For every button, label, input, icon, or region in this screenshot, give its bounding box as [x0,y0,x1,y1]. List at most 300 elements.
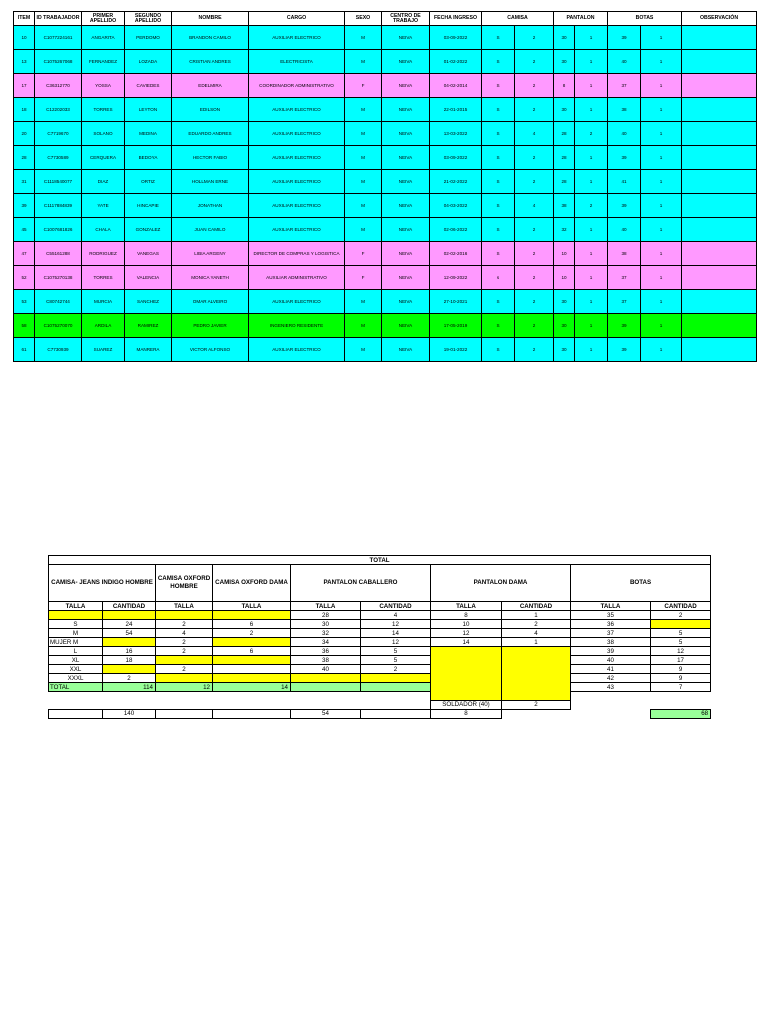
soldador-label: SOLDADOR (40) [431,700,502,709]
blank-cell [103,700,156,709]
header-sexo: SEXO [345,12,382,26]
cell-camisa-talla: S [482,146,515,170]
cell-observacion [682,98,757,122]
cell-nombre: HECTOR FABIO [172,146,249,170]
total-oxford-hombre: 12 [156,683,213,692]
jeans-talla: L [49,647,103,656]
pantalon-caballero-talla: 40 [291,665,361,674]
cell-cargo: COORDINADOR ADMINISTRATIVO [249,74,345,98]
cell-camisa-cantidad: 2 [515,266,554,290]
cell-nombre: LIBIA ARGENY [172,242,249,266]
jeans-cantidad: 2 [103,674,156,683]
cell-botas-cantidad: 1 [641,50,682,74]
cell-cargo: AUXILIAR ELECTRICO [249,98,345,122]
cell-observacion [682,170,757,194]
cell-fecha-ingreso: 02-02-2016 [430,242,482,266]
blank-cell [571,692,651,701]
oxford-hombre-cantidad: 2 [156,620,213,629]
cell-sexo: F [345,266,382,290]
cell-camisa-cantidad: 2 [515,26,554,50]
cell-fecha-ingreso: 13-03-2022 [430,122,482,146]
cell-camisa-cantidad: 2 [515,290,554,314]
cell-item: 52 [14,266,35,290]
cell-camisa-cantidad: 2 [515,146,554,170]
blank-cell [651,692,711,701]
cell-item: 58 [14,314,35,338]
cell-centro-trabajo: NEIVA [382,50,430,74]
cell-nombre: EDELMIRA [172,74,249,98]
cell-botas-talla: 39 [608,26,641,50]
botas-talla: 43 [571,683,651,692]
cell-id-trabajador: C1075270070 [35,314,82,338]
totals-blank-row [49,692,711,701]
cell-pantalon-cantidad: 1 [575,218,608,242]
cell-cargo: AUXILIAR ELECTRICO [249,218,345,242]
cell-item: 39 [14,194,35,218]
pantalon-dama-talla: 12 [431,629,502,638]
soldador-value: 2 [502,700,571,709]
cell-item: 18 [14,98,35,122]
cell-sexo: F [345,242,382,266]
cell-id-trabajador: C55161288 [35,242,82,266]
jeans-talla: M [49,629,103,638]
pantalon-dama-cantidad: 2 [502,620,571,629]
cell-pantalon-cantidad: 1 [575,98,608,122]
cell-botas-cantidad: 1 [641,290,682,314]
cell-fecha-ingreso: 12-09-2022 [430,266,482,290]
group-camisa-jeans: CAMISA- JEANS INDIGO HOMBRE [49,565,156,602]
cell-observacion [682,74,757,98]
cell-camisa-talla: S [482,194,515,218]
cell-nombre: MONICA YANETH [172,266,249,290]
cell-camisa-talla: S [482,50,515,74]
pantalon-dama-cantidad: 4 [502,629,571,638]
employee-row [14,122,757,146]
pantalon-caballero-talla: 34 [291,638,361,647]
pantalon-caballero-cantidad [361,674,431,683]
botas-cantidad: 2 [651,611,711,620]
cell-id-trabajador: C7730939 [35,338,82,362]
cell-fecha-ingreso: 21-02-2022 [430,170,482,194]
sub-talla: TALLA [571,602,651,611]
cell-camisa-talla: s [482,266,515,290]
cell-botas-cantidad: 1 [641,98,682,122]
cell-segundo-apellido: VALENCIA [125,266,172,290]
grand-jeans: 140 [103,709,156,718]
header-fecha: FECHA INGRESO [430,12,482,26]
botas-talla: 35 [571,611,651,620]
cell-cargo: AUXILIAR ELECTRICO [249,170,345,194]
cell-centro-trabajo: NEIVA [382,146,430,170]
pantalon-dama-cantidad-empty [502,647,571,701]
cell-primer-apellido: ANGARITA [82,26,125,50]
oxford-hombre-cantidad: 2 [156,638,213,647]
header-camisa: CAMISA [482,12,554,26]
cell-pantalon-cantidad: 1 [575,50,608,74]
cell-id-trabajador: C7719670 [35,122,82,146]
botas-talla: 41 [571,665,651,674]
cell-pantalon-talla: 30 [554,50,575,74]
cell-primer-apellido: YATE [82,194,125,218]
grand-pantalon-dama: 8 [431,709,502,718]
cell-botas-talla: 39 [608,194,641,218]
cell-camisa-cantidad: 2 [515,98,554,122]
header-botas: BOTAS [608,12,682,26]
cell-segundo-apellido: RAMIREZ [125,314,172,338]
cell-id-trabajador: C1007681826 [35,218,82,242]
cell-pantalon-cantidad: 1 [575,338,608,362]
cell-pantalon-cantidad: 1 [575,314,608,338]
cell-segundo-apellido: VANEGAS [125,242,172,266]
cell-cargo: AUXILIAR ADMINISTRATIVO [249,266,345,290]
jeans-cantidad: 18 [103,656,156,665]
cell-nombre: JONATHAN [172,194,249,218]
cell-centro-trabajo: NEIVA [382,170,430,194]
cell-botas-cantidad: 1 [641,74,682,98]
cell-botas-talla: 40 [608,218,641,242]
pantalon-caballero-talla: 32 [291,629,361,638]
cell-nombre: PEDRO JAVIER [172,314,249,338]
cell-observacion [682,338,757,362]
cell-botas-talla: 37 [608,290,641,314]
cell-primer-apellido: CHALA [82,218,125,242]
cell-nombre: HOLLMAN ERNE [172,170,249,194]
cell-centro-trabajo: NEIVA [382,26,430,50]
cell-centro-trabajo: NEIVA [382,122,430,146]
oxford-hombre-cantidad: 4 [156,629,213,638]
cell-observacion [682,146,757,170]
cell-fecha-ingreso: 03-09-2022 [430,26,482,50]
cell-botas-cantidad: 1 [641,218,682,242]
sub-talla: TALLA [49,602,103,611]
cell-sexo: M [345,122,382,146]
grand-total-row [49,709,711,718]
cell-camisa-cantidad: 2 [515,314,554,338]
cell-camisa-cantidad: 4 [515,194,554,218]
cell-pantalon-talla: 8 [554,74,575,98]
cell-item: 45 [14,218,35,242]
cell-observacion [682,26,757,50]
totals-size-row [49,638,711,647]
cell-cargo: AUXILIAR ELECTRICO [249,290,345,314]
cell-nombre: VICTOR ALFONSO [172,338,249,362]
oxford-dama-cantidad: 6 [213,647,291,656]
cell-observacion [682,290,757,314]
pantalon-caballero-talla: 30 [291,620,361,629]
cell-id-trabajador: C80742744 [35,290,82,314]
cell-pantalon-cantidad: 1 [575,74,608,98]
cell-camisa-cantidad: 2 [515,74,554,98]
oxford-hombre-cantidad [156,674,213,683]
cell-pantalon-talla: 10 [554,242,575,266]
cell-cargo: AUXILIAR ELECTRICO [249,26,345,50]
cell-sexo: M [345,290,382,314]
cell-primer-apellido: FERNANDEZ [82,50,125,74]
jeans-cantidad: 54 [103,629,156,638]
totals-sum-row [49,683,711,692]
pantalon-caballero-cantidad: 4 [361,611,431,620]
cell-camisa-talla: S [482,170,515,194]
group-pantalon-dama: PANTALON DAMA [431,565,571,602]
employee-row [14,338,757,362]
blank-cell [361,692,431,701]
cell-observacion [682,314,757,338]
jeans-cantidad [103,638,156,647]
cell-botas-cantidad: 1 [641,122,682,146]
cell-botas-cantidad: 1 [641,266,682,290]
jeans-cantidad [103,611,156,620]
cell-centro-trabajo: NEIVA [382,74,430,98]
cell-cargo: DIRECTOR DE COMPRAS Y LOGISTICA [249,242,345,266]
cell-botas-talla: 40 [608,50,641,74]
pantalon-caballero-cantidad: 5 [361,647,431,656]
cell-item: 53 [14,290,35,314]
cell-pantalon-cantidad: 1 [575,266,608,290]
employee-row [14,26,757,50]
cell-botas-cantidad: 1 [641,194,682,218]
cell-segundo-apellido: LEYTON [125,98,172,122]
cell-camisa-talla: S [482,290,515,314]
header-observacion: OBSERVACIÓN [682,12,757,26]
pantalon-caballero-cantidad: 5 [361,656,431,665]
cell-segundo-apellido: PERDOMO [125,26,172,50]
cell-fecha-ingreso: 04-02-2014 [430,74,482,98]
cell-botas-cantidad: 1 [641,26,682,50]
cell-camisa-cantidad: 2 [515,170,554,194]
employee-row [14,74,757,98]
grand-blank [156,709,213,718]
cell-camisa-talla: S [482,218,515,242]
cell-segundo-apellido: ORTIZ [125,170,172,194]
cell-primer-apellido: SOLANO [82,122,125,146]
cell-camisa-cantidad: 2 [515,242,554,266]
header-primer-apellido: PRIMER APELLIDO [82,12,125,26]
cell-botas-talla: 40 [608,122,641,146]
total-pantalon-caballero-cantidad [361,683,431,692]
cell-pantalon-talla: 30 [554,26,575,50]
pantalon-caballero-talla: 36 [291,647,361,656]
cell-id-trabajador: C7730589 [35,146,82,170]
total-jeans: 114 [103,683,156,692]
cell-botas-talla: 38 [608,242,641,266]
cell-observacion [682,194,757,218]
botas-cantidad: 17 [651,656,711,665]
blank-cell [103,692,156,701]
cell-botas-talla: 41 [608,170,641,194]
oxford-hombre-cantidad: 2 [156,647,213,656]
total-pantalon-caballero-talla [291,683,361,692]
botas-cantidad: 7 [651,683,711,692]
cell-pantalon-talla: 30 [554,338,575,362]
pantalon-dama-cantidad: 1 [502,611,571,620]
cell-primer-apellido: SUAREZ [82,338,125,362]
total-label: TOTAL [49,683,103,692]
cell-nombre: EDUARDO ANDRES [172,122,249,146]
cell-sexo: M [345,314,382,338]
cell-fecha-ingreso: 02-06-2022 [430,218,482,242]
cell-fecha-ingreso: 27-10-2021 [430,290,482,314]
cell-item: 31 [14,170,35,194]
group-camisa-oxford-hombre: CAMISA OXFORD HOMBRE [156,565,213,602]
pantalon-caballero-cantidad: 2 [361,665,431,674]
grand-blank [49,709,103,718]
cell-primer-apellido: TORRES [82,266,125,290]
cell-botas-cantidad: 1 [641,314,682,338]
cell-item: 20 [14,122,35,146]
cell-pantalon-cantidad: 1 [575,26,608,50]
botas-cantidad: 9 [651,674,711,683]
cell-sexo: M [345,26,382,50]
cell-observacion [682,122,757,146]
employee-row [14,242,757,266]
cell-centro-trabajo: NEIVA [382,194,430,218]
totals-title-row [49,556,711,565]
cell-pantalon-cantidad: 2 [575,122,608,146]
group-botas: BOTAS [571,565,711,602]
cell-primer-apellido: RODRIGUEZ [82,242,125,266]
soldador-row [49,700,711,709]
cell-item: 47 [14,242,35,266]
cell-cargo: ELECTRICISTA [249,50,345,74]
blank-cell [156,700,213,709]
employee-row [14,218,757,242]
oxford-hombre-cantidad: 2 [156,665,213,674]
cell-fecha-ingreso: 01-02-2022 [430,50,482,74]
cell-pantalon-talla: 38 [554,194,575,218]
pantalon-caballero-talla [291,674,361,683]
oxford-dama-cantidad [213,611,291,620]
cell-id-trabajador: C1117884839 [35,194,82,218]
cell-centro-trabajo: NEIVA [382,290,430,314]
header-centro: CENTRO DE TRABAJO [382,12,430,26]
cell-pantalon-talla: 30 [554,98,575,122]
cell-item: 13 [14,50,35,74]
total-oxford-dama: 14 [213,683,291,692]
grand-blank [571,709,651,718]
pantalon-dama-cantidad: 1 [502,638,571,647]
sub-talla: TALLA [156,602,213,611]
blank-cell [213,700,291,709]
cell-primer-apellido: CERQUERA [82,146,125,170]
totals-size-row [49,611,711,620]
sub-talla: TALLA [431,602,502,611]
cell-item: 17 [14,74,35,98]
botas-talla: 38 [571,638,651,647]
cell-pantalon-cantidad: 2 [575,194,608,218]
cell-fecha-ingreso: 03-09-2022 [430,146,482,170]
cell-pantalon-cantidad: 1 [575,170,608,194]
header-pantalon: PANTALON [554,12,608,26]
cell-id-trabajador: C12202033 [35,98,82,122]
totals-size-row [49,674,711,683]
cell-nombre: EDILSON [172,98,249,122]
cell-centro-trabajo: NEIVA [382,98,430,122]
cell-centro-trabajo: NEIVA [382,314,430,338]
cell-sexo: M [345,218,382,242]
jeans-talla: S [49,620,103,629]
cell-camisa-talla: S [482,314,515,338]
cell-item: 61 [14,338,35,362]
jeans-cantidad: 16 [103,647,156,656]
blank-cell [213,692,291,701]
botas-talla: 37 [571,629,651,638]
cell-camisa-cantidad: 4 [515,122,554,146]
cell-fecha-ingreso: 19-01-2022 [430,338,482,362]
oxford-dama-cantidad: 2 [213,629,291,638]
cell-camisa-talla: S [482,98,515,122]
employee-row [14,170,757,194]
botas-cantidad: 9 [651,665,711,674]
cell-primer-apellido: ARDILA [82,314,125,338]
sub-talla: TALLA [291,602,361,611]
pantalon-dama-talla: 10 [431,620,502,629]
pantalon-dama-talla: 14 [431,638,502,647]
sub-talla: TALLA [213,602,291,611]
pantalon-caballero-cantidad: 12 [361,638,431,647]
employee-header-row [14,12,757,26]
header-item: ITEM [14,12,35,26]
grand-blank [361,709,431,718]
jeans-talla [49,611,103,620]
cell-id-trabajador: C1075267068 [35,50,82,74]
jeans-talla: XXL [49,665,103,674]
cell-primer-apellido: TORRES [82,98,125,122]
jeans-cantidad [103,665,156,674]
grand-blank [502,709,571,718]
cell-sexo: M [345,98,382,122]
sub-cantidad: CANTIDAD [361,602,431,611]
cell-camisa-cantidad: 2 [515,338,554,362]
cell-cargo: INGENIERO RESIDENTE [249,314,345,338]
cell-id-trabajador: C1077224161 [35,26,82,50]
cell-sexo: M [345,50,382,74]
jeans-talla: MUJER M [49,638,103,647]
group-camisa-oxford-dama: CAMISA OXFORD DAMA [213,565,291,602]
cell-camisa-cantidad: 2 [515,50,554,74]
blank-cell [156,692,213,701]
totals-group-row [49,565,711,602]
employee-row [14,314,757,338]
cell-botas-talla: 39 [608,146,641,170]
cell-centro-trabajo: NEIVA [382,242,430,266]
cell-pantalon-talla: 10 [554,266,575,290]
blank-cell [361,700,431,709]
blank-cell [49,700,103,709]
cell-sexo: M [345,170,382,194]
cell-segundo-apellido: MEDINA [125,122,172,146]
totals-size-row [49,629,711,638]
employee-table-body [14,26,757,362]
cell-fecha-ingreso: 22-01-2015 [430,98,482,122]
blank-cell [291,700,361,709]
header-nombre: NOMBRE [172,12,249,26]
cell-cargo: AUXILIAR ELECTRICO [249,194,345,218]
cell-camisa-talla: S [482,74,515,98]
cell-primer-apellido: MURCIA [82,290,125,314]
cell-observacion [682,266,757,290]
botas-cantidad: 12 [651,647,711,656]
cell-cargo: AUXILIAR ELECTRICO [249,122,345,146]
cell-nombre: JUAN CAMILO [172,218,249,242]
totals-size-row [49,656,711,665]
oxford-dama-cantidad [213,656,291,665]
cell-pantalon-cantidad: 1 [575,290,608,314]
cell-fecha-ingreso: 04-03-2022 [430,194,482,218]
cell-segundo-apellido: MANRERA [125,338,172,362]
cell-botas-cantidad: 1 [641,170,682,194]
cell-botas-talla: 39 [608,314,641,338]
header-cargo: CARGO [249,12,345,26]
